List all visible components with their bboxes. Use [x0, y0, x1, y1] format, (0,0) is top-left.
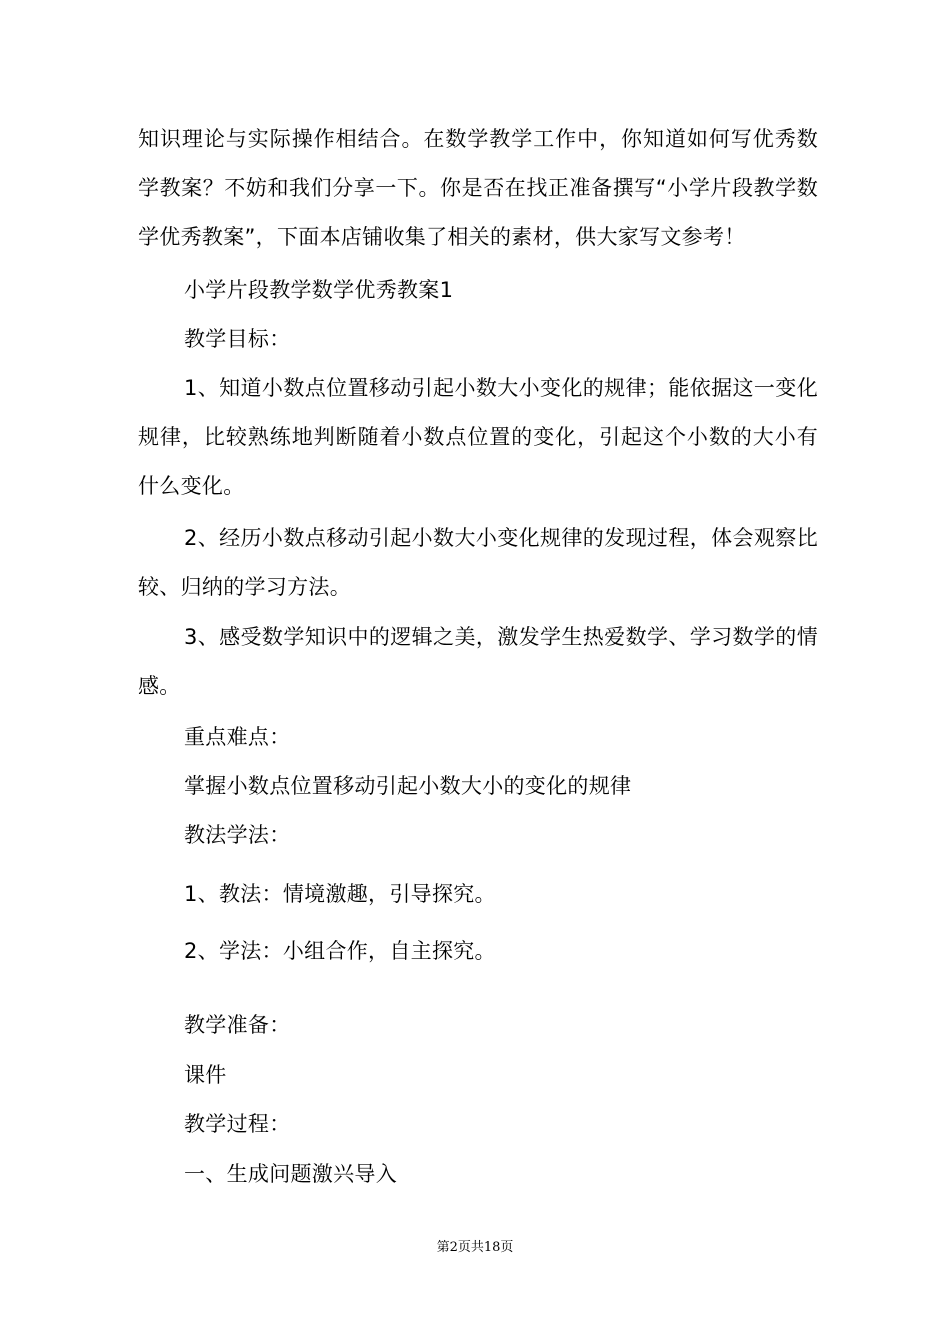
page-footer [0, 1238, 950, 1258]
preparation-text: 课件 [184, 1063, 227, 1087]
lesson-title: 小学片段教学数学优秀教案1 [184, 278, 454, 302]
preparation-section [138, 1051, 818, 1100]
objective-3-section [138, 613, 818, 711]
objective-2-section [138, 514, 818, 612]
method-2: 2、学法：小组合作，自主探究。 [184, 939, 496, 963]
key-points-text: 掌握小数点位置移动引起小数大小的变化的规律 [184, 774, 632, 798]
process-heading-section [138, 1100, 818, 1149]
key-points-heading-section [138, 713, 818, 762]
page-number-label: 第2页共18页 [436, 1240, 514, 1255]
process-heading: 教学过程： [184, 1112, 291, 1136]
intro-section [138, 115, 818, 262]
step-1-section [138, 1150, 818, 1199]
intro-paragraph: 知识理论与实际操作相结合。在数学教学工作中，你知道如何写优秀数学教案？不妨和我们分享一下。你是否在找正准备撰写“小学片段教学数学优秀教案”，下面本店铺收集了相关的素材，供大家写文参考！ [138, 127, 818, 249]
methods-heading-section [138, 811, 818, 860]
preparation-heading: 教学准备： [184, 1013, 291, 1037]
key-points-section [138, 762, 818, 811]
lesson-title-section [138, 266, 818, 315]
objectives-heading-section [138, 315, 818, 364]
objective-2: 2、经历小数点移动引起小数大小变化规律的发现过程，体会观察比较、归纳的学习方法。 [138, 526, 818, 599]
method-1-section [138, 870, 818, 919]
preparation-heading-section [138, 1001, 818, 1050]
objectives-heading: 教学目标： [184, 327, 291, 351]
key-points-heading: 重点难点： [184, 725, 291, 749]
methods-heading: 教法学法： [184, 823, 291, 847]
objective-1-section [138, 364, 818, 511]
objective-1: 1、知道小数点位置移动引起小数大小变化的规律；能依据这一变化规律，比较熟练地判断随着小数点位置的变化，引起这个小数的大小有什么变化。 [138, 376, 818, 498]
method-1: 1、教法：情境激趣，引导探究。 [184, 882, 496, 906]
step-1-heading: 一、生成问题激兴导入 [184, 1162, 397, 1186]
objective-3: 3、感受数学知识中的逻辑之美，激发学生热爱数学、学习数学的情感。 [138, 625, 818, 698]
method-2-section [138, 927, 818, 976]
